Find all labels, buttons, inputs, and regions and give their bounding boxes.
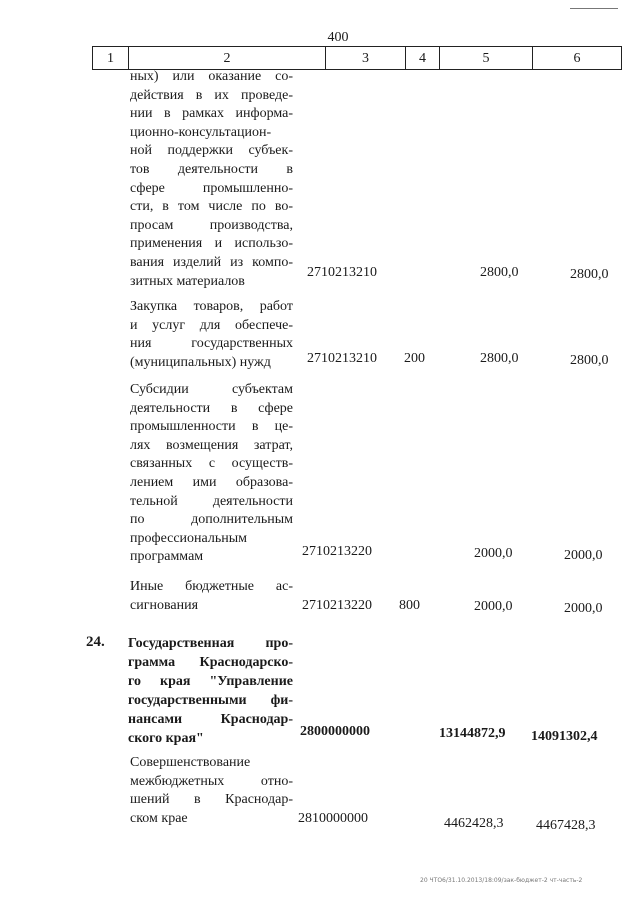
- row-sum-2: 2000,0: [564, 548, 603, 563]
- row-sum-1: 2000,0: [474, 599, 513, 614]
- row-name: Совершенствование межбюджетных отно- шений в Краснодар- ском крае: [130, 755, 293, 826]
- row-number: 24.: [86, 634, 105, 650]
- row-sum-2: 4467428,3: [536, 818, 596, 833]
- row-sum-1: 4462428,3: [444, 816, 504, 831]
- row-sum-1: 13144872,9: [439, 726, 506, 741]
- row-vr: 800: [399, 598, 420, 613]
- row-sum-2: 2800,0: [570, 267, 609, 282]
- row-sum-1: 2800,0: [480, 351, 519, 366]
- row-csr: 2710213220: [302, 544, 372, 559]
- header-col-2: 2: [128, 47, 325, 69]
- row-sum-1: 2800,0: [480, 265, 519, 280]
- table-header: [92, 46, 622, 70]
- header-col-1: 1: [92, 47, 128, 69]
- row-csr: 2810000000: [298, 811, 368, 826]
- header-col-3: 3: [325, 47, 405, 69]
- row-sum-2: 2000,0: [564, 601, 603, 616]
- row-csr: 2800000000: [300, 724, 370, 739]
- row-name: Иные бюджетные ас- сигнования: [130, 579, 293, 613]
- row-csr: 2710213210: [307, 265, 377, 280]
- row-csr: 2710213220: [302, 598, 372, 613]
- footer-stamp: 20 ЧТО6/31.10.2013/18:09/зак-бюджет-2 чт-часть-2: [420, 877, 583, 884]
- header-col-6: 6: [532, 47, 622, 69]
- corner-mark: [570, 8, 618, 9]
- row-name: Закупка товаров, работ и услуг для обеспече- ния государственных (муниципальных) нужд: [130, 299, 293, 370]
- row-name: Субсидии субъектам деятельности в сфере промышленности в це- лях возмещения затрат, связанных с осуществ- лением ими образова- тельной деятельности по дополнительным профессиональным программам: [130, 382, 293, 565]
- row-sum-2: 2800,0: [570, 353, 609, 368]
- row-name: ных) или оказание со- действия в их проведе- нии в рамках информа- ционно-консультацион- ной поддержки субъек- тов деятельности в сфере промышленно- сти, в том числе по во- просам производства, применения и использо- вания изделий из компо- зитных материалов: [130, 69, 293, 289]
- row-vr: 200: [404, 351, 425, 366]
- row-name: Государственная про- грамма Краснодарско- го края "Управление государственными фи- нансами Краснодар- ского края": [128, 636, 293, 746]
- header-col-5: 5: [439, 47, 532, 69]
- page-number: 400: [327, 30, 349, 45]
- row-sum-1: 2000,0: [474, 546, 513, 561]
- row-csr: 2710213210: [307, 351, 377, 366]
- header-col-4: 4: [405, 47, 439, 69]
- row-sum-2: 14091302,4: [531, 729, 598, 744]
